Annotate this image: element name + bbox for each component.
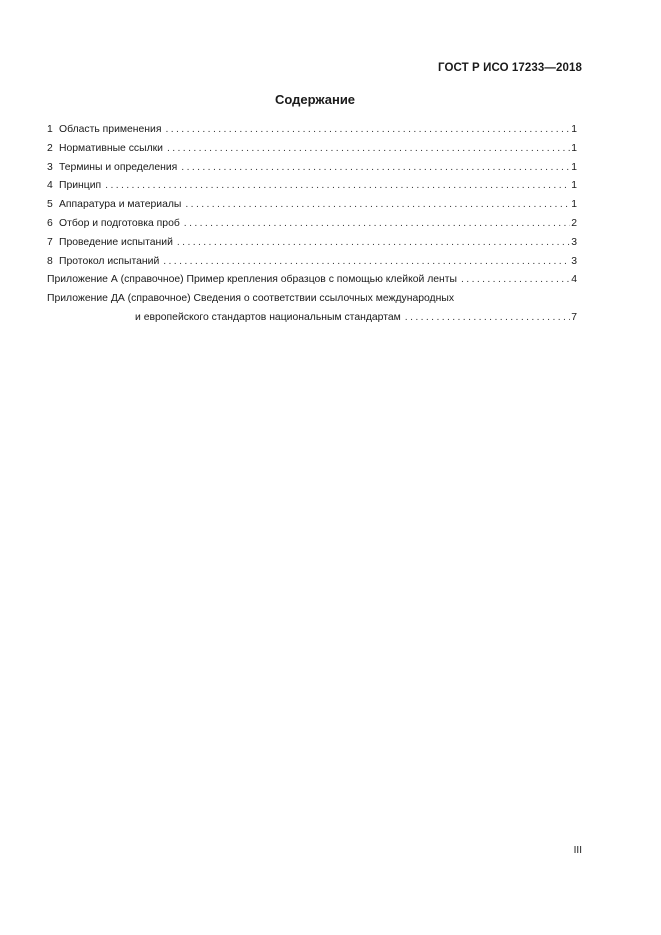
toc-entry-title: Протокол испытаний <box>59 255 160 267</box>
toc-entry-title: Аппаратура и материалы <box>59 199 182 211</box>
page-number: III <box>573 845 582 856</box>
toc-entry-3[interactable] <box>47 159 577 178</box>
toc-entry-title: Термины и определения <box>59 161 178 173</box>
toc-entry-number: 3 <box>47 161 53 173</box>
toc-entry-number: 1 <box>47 124 53 135</box>
toc-appendix-page: 7 <box>571 311 577 323</box>
toc-entry-2[interactable] <box>47 140 577 159</box>
toc-appendix-title: Приложение А (справочное) Пример крепления образцов с помощью клейкой ленты <box>47 274 458 286</box>
toc-entry-number: 6 <box>47 217 53 229</box>
toc-entry-page: 1 <box>571 161 577 173</box>
toc-entry-number: 4 <box>47 180 53 192</box>
toc-entry-title: Принцип <box>59 180 102 192</box>
standard-designation: ГОСТ Р ИСО 17233—2018 <box>437 62 582 74</box>
toc-title: Содержание <box>274 92 356 107</box>
toc-leader-dots <box>177 234 570 253</box>
toc-entry-6[interactable] <box>47 215 577 234</box>
toc-leader-dots <box>165 121 570 140</box>
toc-entry-page: 3 <box>571 255 577 267</box>
toc-appendix-page: 4 <box>571 274 577 286</box>
toc-entry-1[interactable] <box>47 121 577 140</box>
toc-appendix-da-line2[interactable] <box>47 309 577 328</box>
toc-appendix-title: Приложение ДА (справочное) Сведения о соответствии ссылочных международных <box>47 293 455 305</box>
toc-entry-number: 2 <box>47 142 53 154</box>
toc-entry-7[interactable] <box>47 234 577 253</box>
toc-entry-page: 1 <box>571 199 577 211</box>
toc-entry-5[interactable] <box>47 196 577 215</box>
toc-leader-dots <box>405 309 570 328</box>
toc-entry-page: 2 <box>571 217 577 229</box>
toc-entry-number: 8 <box>47 255 53 267</box>
toc-entry-page: 1 <box>571 124 577 135</box>
table-of-contents <box>47 121 577 328</box>
toc-entry-8[interactable] <box>47 253 577 272</box>
toc-leader-dots <box>105 177 570 196</box>
toc-entry-4[interactable] <box>47 177 577 196</box>
toc-entry-title: Нормативные ссылки <box>59 142 163 154</box>
toc-appendix-title-continued: и европейского стандартов национальным стандартам <box>135 311 401 323</box>
toc-entry-title: Область применения <box>59 124 162 135</box>
toc-leader-dots <box>181 159 570 178</box>
toc-leader-dots <box>163 253 570 272</box>
toc-leader-dots <box>461 271 570 290</box>
toc-entry-page: 3 <box>571 236 577 248</box>
toc-entry-number: 7 <box>47 236 53 248</box>
toc-leader-dots <box>167 140 570 159</box>
toc-entry-page: 1 <box>571 142 577 154</box>
toc-appendix-a[interactable] <box>47 271 577 290</box>
toc-appendix-da-line1[interactable] <box>47 290 577 309</box>
toc-entry-page: 1 <box>571 180 577 192</box>
toc-entry-title: Отбор и подготовка проб <box>59 217 180 229</box>
toc-entry-title: Проведение испытаний <box>59 236 173 248</box>
toc-leader-dots <box>184 215 570 234</box>
toc-leader-dots <box>185 196 570 215</box>
toc-entry-number: 5 <box>47 199 53 211</box>
